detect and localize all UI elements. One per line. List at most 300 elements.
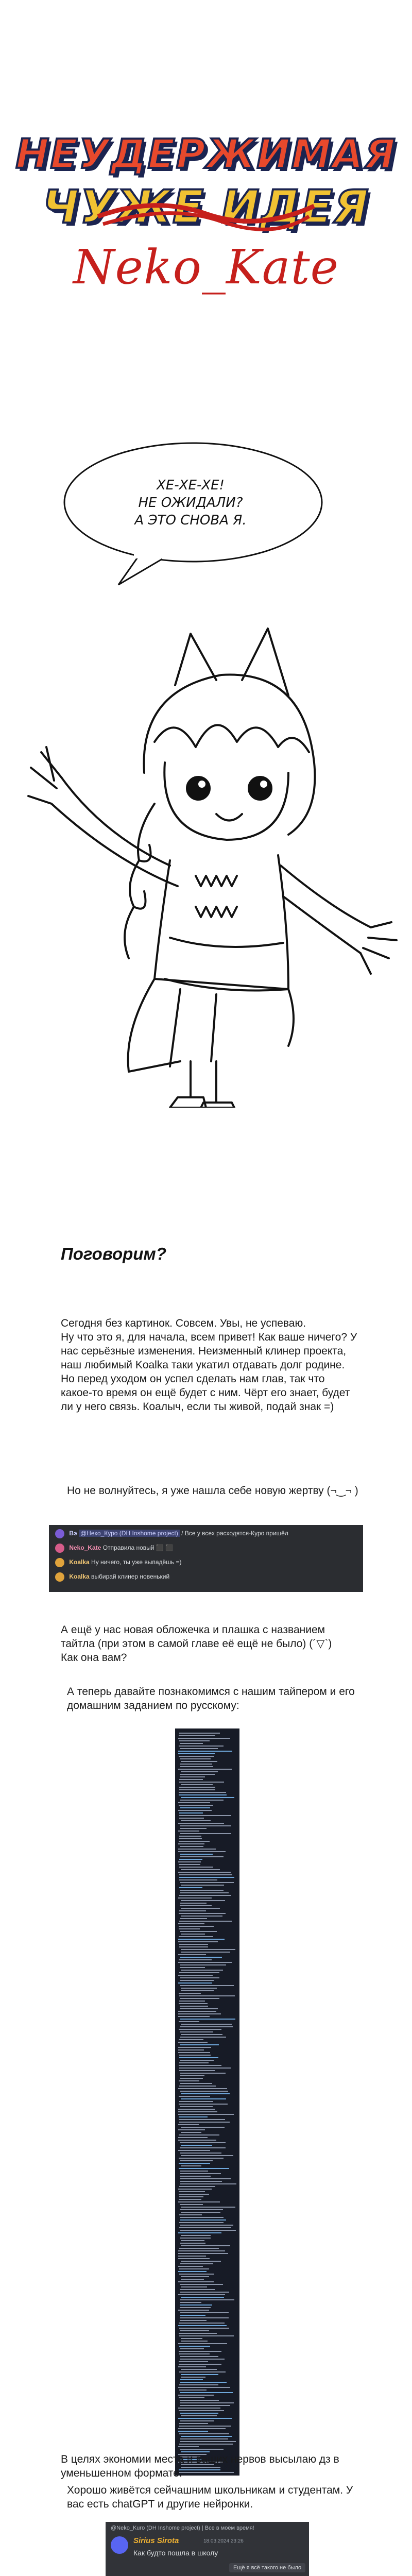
document-line [179,2410,224,2411]
document-line [178,2408,220,2409]
document-line [181,2145,212,2146]
document-line [179,2070,215,2071]
document-line [179,1936,213,1937]
document-line [181,2279,204,2280]
document-line [180,2026,233,2027]
document-line [181,1820,211,1821]
document-line [179,2389,207,2391]
document-line [181,2276,209,2277]
document-line [180,2284,223,2285]
chat-screenshot-koalka [49,1525,363,1592]
document-line [178,2253,228,2254]
chat-username: Koalka [69,1573,90,1581]
document-line [180,2173,221,2174]
document-line [180,1743,203,1744]
document-line [179,1926,214,1927]
document-line [181,2093,230,2094]
document-line [178,2446,199,2447]
document-line [180,2302,201,2303]
document-line [181,1784,213,1785]
document-line [180,1800,224,1801]
paragraph-intro: Сегодня без картинок. Совсем. Увы, не успеваю. Ну что это я, для начала, всем привет! Как ваше ничего? У нас серьёзные изменения. Неизменный клинер проекта, наш любимый Koalka таки укатил отдавать долг родине. Но перед уходом он успел сделать нам глав, так что какое-то время он ещё будет с ним. Чёрт его знает, будет ли у него связь. Коалыч, если ты живой, подай знак =) [61,1317,357,1413]
document-line [178,2013,221,2014]
document-line [179,2371,226,2372]
document-line [181,2341,208,2342]
document-line [179,2057,218,2058]
document-line [179,1874,232,1875]
document-line [180,2449,224,2450]
document-line [180,2356,218,2357]
document-line [179,1887,202,1888]
document-line [179,2096,210,2097]
document-line [181,2261,221,2262]
document-line [181,2155,233,2156]
document-line [178,2258,210,2259]
document-line [179,1787,215,1788]
chat-username: Вэ [69,1530,77,1537]
document-line [178,2109,215,2110]
document-line [180,1967,205,1968]
document-line [178,2150,210,2151]
document-line [179,1959,212,1960]
article-heading: Поговорим? [61,1244,166,1263]
document-line [180,2147,226,2148]
document-line [178,2047,211,2048]
document-line [180,2183,236,2184]
bubble-line-1: ХЕ-ХЕ-ХЕ! [157,478,225,493]
document-line [180,2073,226,2074]
document-line [179,1995,235,1996]
document-line [181,2297,224,2298]
document-line [179,2191,205,2192]
document-line [178,1843,204,1844]
document-line [179,1838,202,1839]
document-line [180,1931,217,1932]
document-line [179,2055,211,2056]
document-line [180,2420,214,2421]
document-line [180,2263,213,2264]
document-line [179,2039,203,2040]
document-line [178,1851,226,1852]
avatar [111,2536,128,2554]
chibi-character-drawing [0,618,412,1108]
paragraph-cover: А ещё у нас новая обложечка и плашка с названием тайтла (при этом в самой главе её ещё не было) (´▽`) Как она вам? [61,1624,332,1664]
document-line [179,2194,209,2195]
document-line [180,1776,205,1777]
document-line [179,1921,232,1922]
chat-screenshot-sirius [106,2522,309,2576]
document-line [180,1918,207,1919]
document-line [179,1779,203,1780]
document-line [179,1740,210,1741]
document-line [178,1897,212,1899]
paragraph-students: Хорошо живётся сейчашним школьникам и студентам. У вас есть chatGPT и другие нейронки. [67,2484,353,2510]
document-line [179,2086,216,2087]
document-line [178,1738,230,1739]
document-line [178,2052,210,2053]
document-line [180,2217,224,2218]
document-line [178,2201,220,2202]
document-line [178,1831,199,1832]
document-line [179,1818,204,1819]
paragraph-new-victim: Но не волнуйтесь, я уже нашла себе новую жертву (¬‿¬ ) [67,1485,358,1497]
document-line [180,2292,229,2293]
document-line [180,2320,207,2321]
chat-message: выбирай клинер новенький [91,1573,170,1581]
document-line [180,1854,213,1855]
document-line [180,2171,208,2172]
document-line [179,2323,225,2324]
document-line [179,1745,224,1747]
document-line [178,2016,210,2017]
document-line [179,2353,210,2354]
document-line [178,1751,232,1752]
document-line [180,1758,211,1759]
document-line [179,1733,220,1734]
document-line [178,1802,210,1803]
document-line [179,2426,231,2427]
document-line [181,2165,201,2166]
document-line [180,1807,210,1808]
avatar [55,1572,64,1582]
document-line [179,1895,231,1896]
document-line [180,2204,203,2205]
document-line [180,1980,214,1981]
document-line [180,2037,226,2038]
document-line [180,2225,233,2226]
document-line [179,2199,201,2200]
bubble-line-2: НЕ ОЖИДАЛИ? [138,495,243,511]
document-line [181,2374,218,2375]
document-line [178,1769,232,1770]
document-line [178,2395,214,2396]
document-line [180,1833,231,1834]
document-line [178,2140,216,2141]
document-line [180,1957,222,1958]
document-line [179,2168,229,2169]
document-line [179,1805,213,1806]
document-line [181,2415,217,2416]
chat-username: Sirius Sirota [133,2536,179,2545]
avatar [55,1558,64,1567]
document-line [181,1900,225,1901]
document-line [178,2049,204,2050]
document-line [181,2286,207,2287]
document-line [180,2142,226,2143]
document-line [180,2160,213,2161]
document-line [178,1962,232,1963]
document-line [179,2384,218,2385]
document-line [180,2181,222,2182]
crossed-scribble [93,185,319,237]
document-line [180,1890,224,1891]
document-line [178,1939,225,1940]
document-line [181,1771,218,1772]
document-line [178,2250,225,2251]
document-line [179,2029,221,2030]
document-line [179,1879,217,1880]
document-line [181,2132,201,2133]
document-line [178,1954,206,1955]
author-signature: Neko_Kate [73,240,339,295]
document-line [181,1990,214,1991]
document-line [179,1794,227,1795]
document-line [179,2001,205,2002]
document-line [180,1856,224,1857]
document-line [180,2060,214,2061]
document-line [181,2207,235,2208]
document-line [179,1946,208,1947]
document-line [178,2232,221,2233]
chat-timestamp: 18.03.2024 23:26 [203,2538,244,2544]
document-line [180,2091,228,2092]
document-line [181,1988,217,1989]
document-line [179,1859,202,1860]
document-line [181,2024,232,2025]
document-line [181,1885,224,1886]
document-line [179,2328,229,2329]
document-line [180,1903,207,1904]
document-line [180,1774,215,1775]
document-line [178,2042,208,2043]
document-line [179,1944,208,1945]
document-line [179,2021,199,2022]
document-line [180,1828,207,1829]
document-line [180,2238,211,2239]
document-line [179,2397,204,2398]
chat-reply-chip: Ещё я всё такого не было [229,2563,305,2572]
document-line [178,2281,214,2282]
document-line [178,2114,234,2115]
document-line [180,2348,204,2349]
document-line [180,2008,218,2009]
document-line [179,1792,226,1793]
document-line [180,1825,231,1826]
document-line [178,1810,212,1811]
document-line [179,2444,233,2445]
document-line [178,2431,208,2432]
avatar [55,1529,64,1538]
document-line [181,1952,230,1953]
document-line [180,2405,230,2406]
document-line [180,1882,234,1883]
document-line [180,2299,234,2300]
document-line [181,1916,222,1917]
document-line [180,2304,212,2306]
title-line-1: НЕУДЕРЖИМАЯ [15,131,397,178]
document-line [178,2325,227,2326]
document-line [180,2392,233,2393]
document-line [179,2067,231,2069]
document-line [178,1982,212,1984]
document-line [181,2240,204,2241]
document-line [179,1789,215,1790]
document-line [178,1849,216,1850]
document-line [181,2212,220,2213]
document-line [179,2222,224,2223]
document-line [180,2176,211,2177]
document-line [181,2245,230,2246]
document-line [180,2438,228,2439]
document-line [180,2400,219,2401]
document-line [179,2364,221,2365]
document-line [180,2209,223,2210]
document-line [179,2158,224,2159]
document-line [179,2274,214,2275]
bubble-line-3: А ЭТО СНОВА Я. [134,513,247,528]
document-line [178,2124,199,2125]
document-line [179,2062,209,2063]
document-line [179,2433,229,2434]
document-line [180,1964,226,1965]
document-line [179,1928,200,1929]
document-line [180,2317,229,2318]
document-line [178,2111,217,2112]
document-line [180,2289,215,2290]
document-line [179,2214,202,2215]
document-line [179,1841,210,1842]
document-line [178,2189,212,2190]
document-line [179,1864,200,1865]
document-line [179,2101,213,2102]
document-line [180,2019,235,2020]
document-line [181,2338,202,2339]
chat-username: Koalka [69,1558,90,1566]
document-line [179,2335,234,2336]
document-line [180,1846,203,1847]
document-line [178,2294,225,2295]
document-line [179,2346,210,2347]
document-line [178,1975,213,1976]
document-line [180,1766,213,1767]
document-line [178,2266,203,2267]
document-line [179,1812,203,1814]
hero-illustration [0,0,412,1108]
document-line [179,1993,201,1994]
document-line [180,2382,227,2383]
document-line [181,1949,235,1950]
document-line [180,2359,225,2360]
document-line [181,1934,205,1935]
document-line [180,2330,209,2331]
document-line [181,1970,223,1971]
document-line [181,2369,217,2370]
document-line [178,2256,206,2257]
document-line [181,1761,217,1762]
document-line [178,1861,201,1862]
title-line-2: ЧУЖЕ ИДЕЯ [42,180,370,233]
chat-username: Neko_Kate [69,1544,101,1552]
document-line [180,2153,221,2154]
chat-message: Как будто пошла в школу [133,2549,218,2557]
document-line [179,1756,214,1757]
document-line [179,1910,206,1911]
document-line [179,2163,210,2164]
document-line [180,2441,236,2442]
chat-reply-header: @Neko_Kuro (DH Inshome project) | Все в моём время! [111,2525,254,2531]
document-line [179,2116,208,2117]
document-line [178,2271,207,2272]
paragraph-typer: А теперь давайте познакомимся с нашим тайпером и его домашним заданием по русскому: [67,1686,355,1711]
document-line [179,2003,208,2004]
document-line [180,2379,203,2380]
document-line [178,1872,231,1873]
document-line [180,2106,213,2107]
document-line [178,1941,218,1942]
document-line [181,2235,211,2236]
document-line [179,2122,230,2123]
document-line [179,2119,225,2120]
document-line [180,2307,211,2308]
document-line [179,2248,219,2249]
document-line [179,2196,203,2197]
document-line [180,1985,234,1986]
document-line [179,2351,221,2352]
document-line [180,1998,219,1999]
document-line [180,2044,219,2045]
document-line [178,2137,208,2138]
paragraph-economy: В целях экономии места и ваших нервов высылаю дз в уменьшенном формате. [61,2453,339,2479]
chat-message: / Все у всех расходятся-Куро пришёл [181,1530,288,1537]
document-line [179,1836,201,1837]
document-line [178,2011,216,2012]
document-line [178,2366,206,2367]
document-line [178,1823,224,1824]
document-line [179,1913,226,1914]
document-line [178,2310,209,2311]
document-line [181,1869,220,1870]
chat-message: Ну ничего, ты уже выпадёшь =) [91,1558,182,1566]
document-line [178,2343,227,2344]
document-line [181,1797,234,1798]
document-line [179,2104,228,2105]
document-line [181,2098,226,2099]
homework-document-thumbnail [175,1728,239,2476]
document-line [179,1735,215,1736]
document-line [179,2186,215,2187]
document-line [179,2268,209,2269]
document-line [180,2031,213,2032]
document-line [181,2127,225,2128]
document-line [180,2243,205,2244]
document-line [179,2080,199,2081]
document-line [179,2227,231,2228]
document-line [179,2333,217,2334]
document-line [180,1764,212,1765]
document-line [180,2178,231,2179]
document-line [180,2413,218,2414]
avatar [55,1544,64,1553]
document-line [179,2134,219,2136]
document-line [180,2402,234,2403]
document-line [179,1815,231,1816]
document-line [180,2315,205,2316]
speech-bubble-text [98,477,283,529]
document-line [178,2129,205,2130]
document-line [178,2088,227,2089]
chat-mention: @Неко_Куро (DH Inshome project) [79,1530,180,1537]
document-line [180,2078,203,2079]
document-line [179,2423,208,2424]
document-line [178,2387,230,2388]
document-line [178,2428,226,2429]
document-line [180,2312,229,2313]
document-line [180,2083,212,2084]
document-line [180,2219,226,2221]
document-line [181,2436,232,2437]
document-line [180,2230,236,2231]
document-line [181,1908,220,1909]
